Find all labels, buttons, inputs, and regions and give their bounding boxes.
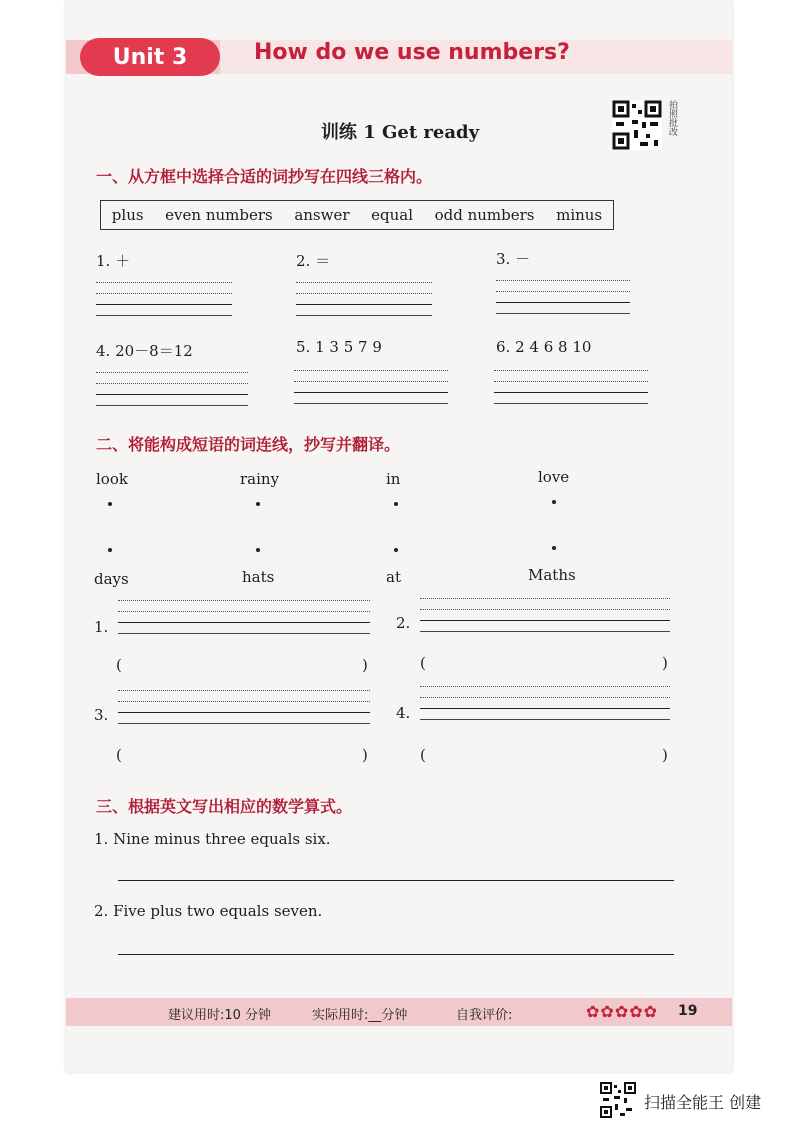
rating-stars-icon[interactable]: ✿✿✿✿✿ [586, 1002, 659, 1021]
word-bank-item: even numbers [165, 206, 273, 224]
writing-lines-5[interactable] [294, 370, 448, 404]
phrase-4-number: 4. [396, 704, 411, 722]
word-bank-item: equal [371, 206, 413, 224]
match-word-top: love [538, 468, 570, 486]
match-word-top: rainy [240, 470, 280, 488]
footer-bar [66, 998, 732, 1026]
phrase-2-lines[interactable] [420, 598, 670, 632]
phrase-2-number: 2. [396, 614, 411, 632]
question-5-label: 5. 1 3 5 7 9 [296, 338, 382, 356]
phrase-1-number: 1. [94, 618, 109, 636]
match-word-bottom: hats [242, 568, 275, 586]
phrase-4-lines[interactable] [420, 686, 670, 720]
match-dot[interactable] [256, 548, 260, 552]
actual-time: 实际用时:__分钟 [312, 1008, 408, 1023]
translation-3-open: ( [116, 746, 122, 764]
lesson-title: 训练 1 Get ready [320, 122, 480, 143]
translation-1-open: ( [116, 656, 122, 674]
unit-badge: Unit 3 [80, 38, 220, 76]
writing-lines-3[interactable] [496, 280, 630, 314]
scanner-qr-icon [600, 1082, 636, 1118]
phrase-1-lines[interactable] [118, 600, 370, 634]
match-dot[interactable] [552, 546, 556, 550]
section-3-heading: 三、根据英文写出相应的数学算式。 [96, 797, 353, 816]
match-word-bottom: days [94, 570, 129, 588]
writing-lines-4[interactable] [96, 372, 248, 406]
phrase-3-lines[interactable] [118, 690, 370, 724]
match-dot[interactable] [552, 500, 556, 504]
suggested-time: 建议用时:10 分钟 [168, 1008, 272, 1023]
scanner-watermark-text: 扫描全能王 创建 [644, 1093, 762, 1112]
translation-1-close: ) [362, 656, 368, 674]
question-3-label: 3. － [496, 250, 531, 268]
question-6-label: 6. 2 4 6 8 10 [496, 338, 592, 356]
question-1-label: 1. ＋ [96, 252, 131, 270]
question-2-label: 2. ＝ [296, 252, 331, 270]
word-bank-box [100, 200, 614, 230]
section-2-heading: 二、将能构成短语的词连线，抄写并翻译。 [96, 435, 401, 454]
qr-caption: 拍照批改 [667, 100, 677, 136]
match-word-top: look [96, 470, 128, 488]
equation-2-prompt: 2. Five plus two equals seven. [94, 902, 323, 920]
match-dot[interactable] [108, 548, 112, 552]
writing-lines-2[interactable] [296, 282, 432, 316]
self-evaluation-label: 自我评价: [456, 1008, 513, 1023]
match-word-bottom: at [386, 568, 401, 586]
equation-2-answer-line[interactable] [118, 954, 674, 955]
match-dot[interactable] [108, 502, 112, 506]
section-1-heading: 一、从方框中选择合适的词抄写在四线三格内。 [96, 167, 433, 186]
translation-3-close: ) [362, 746, 368, 764]
equation-1-prompt: 1. Nine minus three equals six. [94, 830, 331, 848]
word-bank-item: answer [294, 206, 350, 224]
match-dot[interactable] [256, 502, 260, 506]
word-bank-item: odd numbers [434, 206, 535, 224]
writing-lines-6[interactable] [494, 370, 648, 404]
translation-2-close: ) [662, 654, 668, 672]
match-word-bottom: Maths [528, 566, 576, 584]
word-bank-item: plus [111, 206, 144, 224]
translation-4-close: ) [662, 746, 668, 764]
unit-title: How do we use numbers? [254, 40, 570, 65]
writing-lines-1[interactable] [96, 282, 232, 316]
equation-1-answer-line[interactable] [118, 880, 674, 881]
phrase-3-number: 3. [94, 706, 109, 724]
match-dot[interactable] [394, 502, 398, 506]
match-word-top: in [386, 470, 401, 488]
page-number: 19 [678, 1003, 698, 1019]
match-dot[interactable] [394, 548, 398, 552]
translation-4-open: ( [420, 746, 426, 764]
translation-2-open: ( [420, 654, 426, 672]
question-4-label: 4. 20－8＝12 [96, 342, 193, 360]
word-bank-item: minus [556, 206, 603, 224]
